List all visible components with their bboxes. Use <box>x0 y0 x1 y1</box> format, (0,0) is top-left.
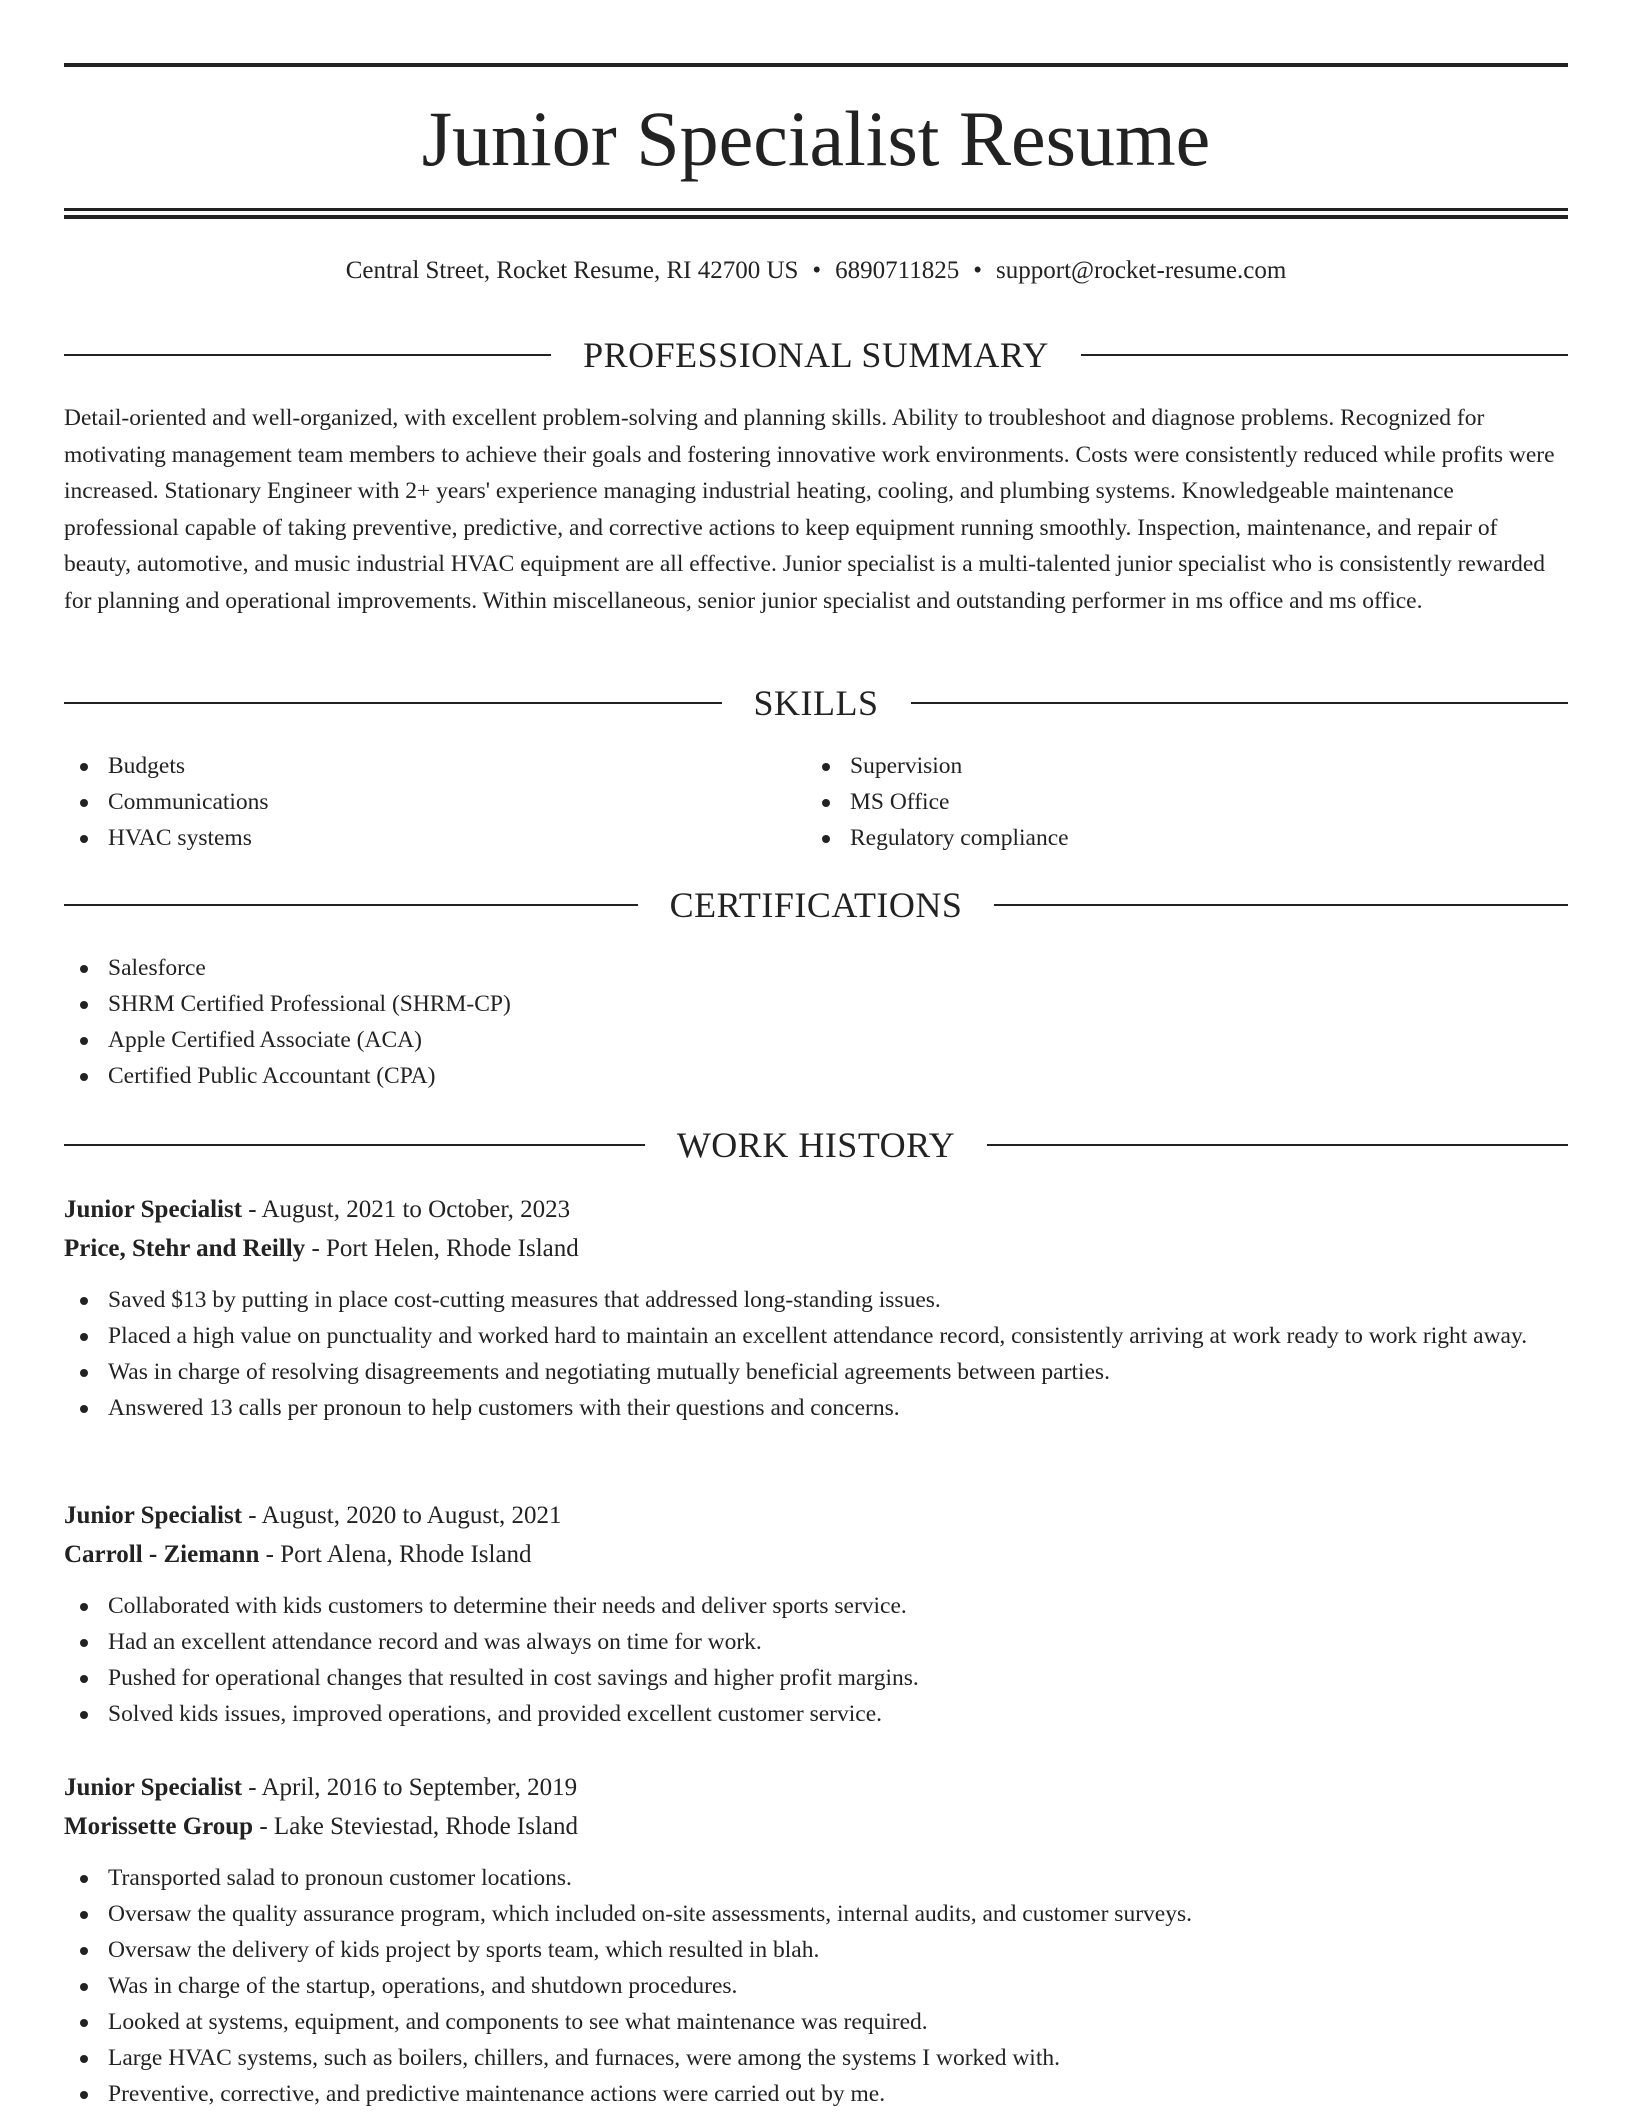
job-entry <box>64 1190 1568 1426</box>
work-history-heading <box>64 1123 1568 1167</box>
certifications-heading-label: CERTIFICATIONS <box>669 885 963 925</box>
job-bullet: Oversaw the delivery of kids project by sports team, which resulted in blah. <box>64 1932 1568 1968</box>
resume-title: Junior Specialist Resume <box>421 95 1211 182</box>
job-role: Junior Specialist <box>64 1196 243 1223</box>
heading-rule-right <box>1081 354 1568 356</box>
job-company-line <box>64 1535 1568 1574</box>
skills-heading <box>64 681 1568 725</box>
job-bullet: Transported salad to pronoun customer locations. <box>64 1860 1568 1896</box>
skills-column-left <box>64 748 806 856</box>
job-bullet: Had an excellent attendance record and was always on time for work. <box>64 1624 1568 1660</box>
skill-item: Budgets <box>64 748 806 784</box>
contact-line <box>64 254 1568 288</box>
heading-rule-right <box>987 1144 1568 1146</box>
certification-item: SHRM Certified Professional (SHRM-CP) <box>64 986 1568 1022</box>
job-bullet: Oversaw the quality assurance program, which included on-site assessments, internal audits, and customer surveys. <box>64 1896 1568 1932</box>
summary-heading <box>64 333 1568 377</box>
skills-column-right <box>806 748 1548 856</box>
skill-item: Regulatory compliance <box>806 820 1548 856</box>
job-entry <box>64 1496 1568 1732</box>
job-bullet: Collaborated with kids customers to determine their needs and deliver sports service. <box>64 1588 1568 1624</box>
title-rule-lower <box>64 215 1568 219</box>
job-entry <box>64 1768 1568 2112</box>
job-title-line <box>64 1768 1568 1807</box>
job-bullet: Looked at systems, equipment, and components to see what maintenance was required. <box>64 2004 1568 2040</box>
heading-rule-right <box>911 702 1569 704</box>
job-company: Price, Stehr and Reilly <box>64 1235 306 1262</box>
skills-list <box>64 748 1568 856</box>
contact-address: Central Street, Rocket Resume, RI 42700 US <box>345 257 799 284</box>
work-history-heading-label: WORK HISTORY <box>676 1125 956 1165</box>
top-rule <box>64 63 1568 67</box>
job-bullet: Answered 13 calls per pronoun to help customers with their questions and concerns. <box>64 1390 1568 1426</box>
skill-item: HVAC systems <box>64 820 806 856</box>
job-company: Carroll - Ziemann <box>64 1541 260 1568</box>
contact-separator: • <box>973 257 983 284</box>
job-bullets <box>64 1588 1568 1732</box>
skill-item: Supervision <box>806 748 1548 784</box>
job-bullet: Was in charge of the startup, operations, and shutdown procedures. <box>64 1968 1568 2004</box>
certification-item: Apple Certified Associate (ACA) <box>64 1022 1568 1058</box>
job-bullet: Placed a high value on punctuality and worked hard to maintain an excellent attendance record, consistently arriving at work ready to work right away. <box>64 1318 1568 1354</box>
heading-rule-right <box>994 904 1568 906</box>
job-bullet: Preventive, corrective, and predictive maintenance actions were carried out by me. <box>64 2076 1568 2112</box>
heading-rule-left <box>64 354 551 356</box>
summary-text: Detail-oriented and well-organized, with excellent problem-solving and planning skills. Ability to troubleshoot and diagnose problems. Recognized for motivating management team members to achieve their goals and fostering innovative work environments. Costs were consistently reduced while profits were increased. Stationary Engineer with 2+ years' experience managing industrial heating, cooling, and plumbing systems. Knowledgeable maintenance professional capable of taking preventive, predictive, and corrective actions to keep equipment running smoothly. Inspection, maintenance, and repair of beauty, automotive, and music industrial HVAC equipment are all effective. Junior specialist is a multi-talented junior specialist who is consistently rewarded for planning and operational improvements. Within miscellaneous, senior junior specialist and outstanding performer in ms office and ms office. <box>64 405 1555 614</box>
contact-email: support@rocket-resume.com <box>996 257 1287 284</box>
job-location: - Port Alena, Rhode Island <box>259 1541 532 1568</box>
certification-item: Salesforce <box>64 950 1568 986</box>
job-role: Junior Specialist <box>64 1502 243 1529</box>
certifications-heading <box>64 883 1568 927</box>
contact-separator: • <box>812 257 822 284</box>
job-location: - Lake Steviestad, Rhode Island <box>253 1813 579 1840</box>
job-bullets <box>64 1860 1568 2112</box>
contact-phone: 6890711825 <box>835 257 960 284</box>
job-role: Junior Specialist <box>64 1774 243 1801</box>
job-company-line <box>64 1229 1568 1268</box>
job-dates: - August, 2020 to August, 2021 <box>242 1502 562 1529</box>
job-bullet: Was in charge of resolving disagreements and negotiating mutually beneficial agreements between parties. <box>64 1354 1568 1390</box>
skills-heading-label: SKILLS <box>753 683 879 723</box>
job-title-line <box>64 1496 1568 1535</box>
summary-heading-label: PROFESSIONAL SUMMARY <box>583 335 1049 375</box>
skill-item: MS Office <box>806 784 1548 820</box>
job-title-line <box>64 1190 1568 1229</box>
job-location: - Port Helen, Rhode Island <box>305 1235 579 1262</box>
job-dates: - August, 2021 to October, 2023 <box>242 1196 571 1223</box>
job-bullet: Large HVAC systems, such as boilers, chillers, and furnaces, were among the systems I worked with. <box>64 2040 1568 2076</box>
heading-rule-left <box>64 904 638 906</box>
job-bullet: Saved $13 by putting in place cost-cutting measures that addressed long-standing issues. <box>64 1282 1568 1318</box>
job-bullet: Pushed for operational changes that resulted in cost savings and higher profit margins. <box>64 1660 1568 1696</box>
heading-rule-left <box>64 1144 645 1146</box>
job-bullet: Solved kids issues, improved operations, and provided excellent customer service. <box>64 1696 1568 1732</box>
title-rule-upper <box>64 208 1568 211</box>
heading-rule-left <box>64 702 722 704</box>
job-company-line <box>64 1807 1568 1846</box>
job-bullets <box>64 1282 1568 1426</box>
job-dates: - April, 2016 to September, 2019 <box>242 1774 578 1801</box>
certification-item: Certified Public Accountant (CPA) <box>64 1058 1568 1094</box>
certifications-list <box>64 950 1568 1094</box>
skill-item: Communications <box>64 784 806 820</box>
job-company: Morissette Group <box>64 1813 254 1840</box>
